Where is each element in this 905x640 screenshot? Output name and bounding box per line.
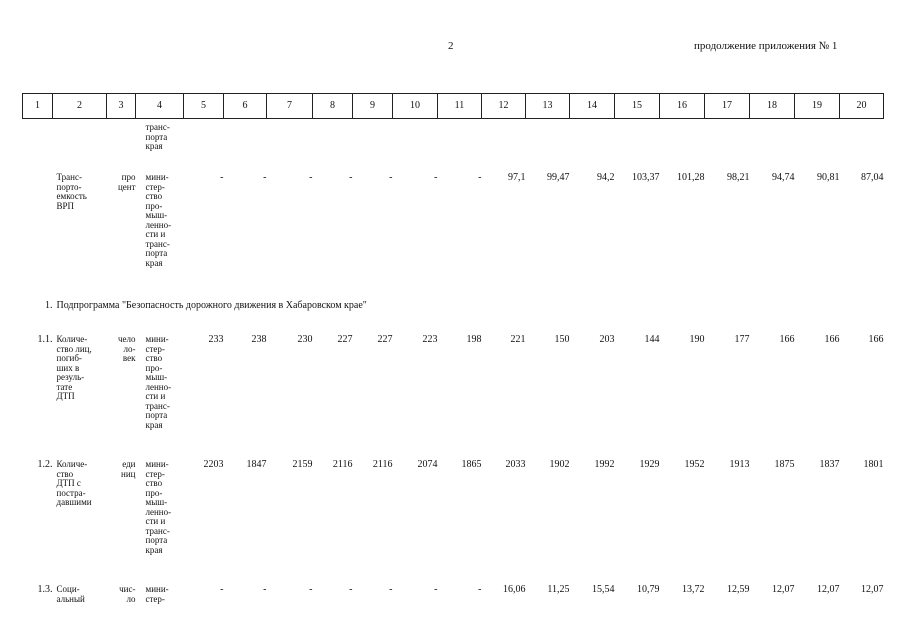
value-cell: 238 bbox=[251, 334, 267, 345]
value-cell: 1992 bbox=[594, 459, 615, 470]
value-cell: 12,07 bbox=[772, 584, 795, 595]
value-cell: 203 bbox=[599, 334, 615, 345]
col-header: 7 bbox=[267, 94, 313, 119]
col-header: 17 bbox=[705, 94, 750, 119]
executor: мини- стер- ство про- мыш- ленно- сти и транс- порта края bbox=[145, 334, 172, 430]
value-cell: - bbox=[434, 172, 438, 183]
col-header: 11 bbox=[438, 94, 482, 119]
table-row bbox=[23, 335, 884, 460]
value-cell: 198 bbox=[466, 334, 482, 345]
value-cell: 99,47 bbox=[547, 172, 570, 183]
value-cell: - bbox=[389, 584, 393, 595]
col-header: 10 bbox=[393, 94, 438, 119]
value-cell: 1902 bbox=[549, 459, 570, 470]
value-cell: 16,06 bbox=[503, 584, 526, 595]
value-cell: 1847 bbox=[246, 459, 267, 470]
unit: еди ниц bbox=[121, 459, 136, 479]
unit: чис- ло bbox=[119, 584, 136, 604]
indicator-name: Количе- ство ДТП с постра- давшими bbox=[56, 459, 92, 507]
table-row bbox=[23, 585, 884, 615]
value-cell: 1837 bbox=[819, 459, 840, 470]
col-header: 16 bbox=[660, 94, 705, 119]
value-cell: 2116 bbox=[372, 459, 393, 470]
section-title: Подпрограмма "Безопасность дорожного движения в Хабаровском крае" bbox=[56, 300, 367, 311]
value-cell: - bbox=[220, 584, 224, 595]
value-cell: 97,1 bbox=[508, 172, 526, 183]
value-cell: - bbox=[349, 584, 353, 595]
value-cell: - bbox=[434, 584, 438, 595]
value-cell: 166 bbox=[779, 334, 795, 345]
indicator-name: Транс- порто- емкость ВРП bbox=[56, 172, 87, 211]
value-cell: 2159 bbox=[292, 459, 313, 470]
col-header: 14 bbox=[570, 94, 615, 119]
value-cell: 98,21 bbox=[727, 172, 750, 183]
value-cell: 233 bbox=[208, 334, 224, 345]
executor: мини- стер- ство про- мыш- ленно- сти и транс- порта края bbox=[145, 459, 172, 555]
row-number: 1.1. bbox=[37, 334, 53, 345]
value-cell: 1865 bbox=[461, 459, 482, 470]
value-cell: 227 bbox=[377, 334, 393, 345]
value-cell: 11,25 bbox=[547, 584, 570, 595]
carry-row bbox=[23, 119, 884, 174]
table-row bbox=[23, 460, 884, 585]
value-cell: - bbox=[220, 172, 224, 183]
col-header: 12 bbox=[482, 94, 526, 119]
col-header: 3 bbox=[107, 94, 136, 119]
value-cell: 12,59 bbox=[727, 584, 750, 595]
value-cell: 12,07 bbox=[861, 584, 884, 595]
executor: мини- стер- bbox=[145, 584, 169, 604]
value-cell: 1875 bbox=[774, 459, 795, 470]
value-cell: 10,79 bbox=[637, 584, 660, 595]
continuation-label: продолжение приложения № 1 bbox=[694, 40, 838, 52]
page-number: 2 bbox=[448, 40, 454, 52]
value-cell: 90,81 bbox=[817, 172, 840, 183]
table-row bbox=[23, 173, 884, 301]
value-cell: 2203 bbox=[203, 459, 224, 470]
value-cell: - bbox=[263, 584, 267, 595]
col-header: 6 bbox=[224, 94, 267, 119]
col-header: 8 bbox=[313, 94, 353, 119]
value-cell: 12,07 bbox=[817, 584, 840, 595]
executor: мини- стер- ство про- мыш- ленно- сти и транс- порта края bbox=[145, 172, 172, 268]
col-header: 4 bbox=[136, 94, 184, 119]
col-header: 1 bbox=[23, 94, 53, 119]
value-cell: 101,28 bbox=[677, 172, 705, 183]
value-cell: 221 bbox=[510, 334, 526, 345]
unit: чело ло- век bbox=[117, 334, 136, 363]
row-number bbox=[23, 173, 53, 301]
indicator-name: Соци- альный bbox=[56, 584, 85, 604]
value-cell: 150 bbox=[554, 334, 570, 345]
col-header: 9 bbox=[353, 94, 393, 119]
value-cell: 177 bbox=[734, 334, 750, 345]
value-cell: 227 bbox=[337, 334, 353, 345]
value-cell: 1801 bbox=[863, 459, 884, 470]
row-number: 1.2. bbox=[37, 459, 53, 470]
value-cell: 1913 bbox=[729, 459, 750, 470]
col-header: 5 bbox=[184, 94, 224, 119]
value-cell: 223 bbox=[422, 334, 438, 345]
column-number-row bbox=[23, 94, 884, 119]
indicators-table bbox=[22, 93, 884, 615]
value-cell: 144 bbox=[644, 334, 660, 345]
section-number: 1. bbox=[45, 300, 53, 311]
value-cell: 103,37 bbox=[632, 172, 660, 183]
indicator-name: Количе- ство лиц, погиб- ших в резуль- тате ДТП bbox=[56, 334, 92, 401]
value-cell: 2116 bbox=[332, 459, 353, 470]
value-cell: 87,04 bbox=[861, 172, 884, 183]
value-cell: 190 bbox=[689, 334, 705, 345]
section-row bbox=[23, 301, 884, 335]
value-cell: 166 bbox=[824, 334, 840, 345]
col-header: 2 bbox=[53, 94, 107, 119]
value-cell: 13,72 bbox=[682, 584, 705, 595]
value-cell: - bbox=[389, 172, 393, 183]
value-cell: 2074 bbox=[417, 459, 438, 470]
col-header: 15 bbox=[615, 94, 660, 119]
value-cell: 94,74 bbox=[772, 172, 795, 183]
value-cell: - bbox=[309, 584, 313, 595]
value-cell: 1952 bbox=[684, 459, 705, 470]
col-header: 13 bbox=[526, 94, 570, 119]
value-cell: - bbox=[309, 172, 313, 183]
carry-executor: транс- порта края bbox=[145, 122, 170, 151]
col-header: 20 bbox=[840, 94, 884, 119]
value-cell: - bbox=[263, 172, 267, 183]
value-cell: - bbox=[349, 172, 353, 183]
col-header: 18 bbox=[750, 94, 795, 119]
value-cell: 230 bbox=[297, 334, 313, 345]
value-cell: - bbox=[478, 172, 482, 183]
value-cell: 15,54 bbox=[592, 584, 615, 595]
value-cell: - bbox=[478, 584, 482, 595]
value-cell: 1929 bbox=[639, 459, 660, 470]
value-cell: 166 bbox=[868, 334, 884, 345]
value-cell: 94,2 bbox=[597, 172, 615, 183]
row-number: 1.3. bbox=[37, 584, 53, 595]
unit: про цент bbox=[117, 172, 136, 192]
col-header: 19 bbox=[795, 94, 840, 119]
value-cell: 2033 bbox=[505, 459, 526, 470]
